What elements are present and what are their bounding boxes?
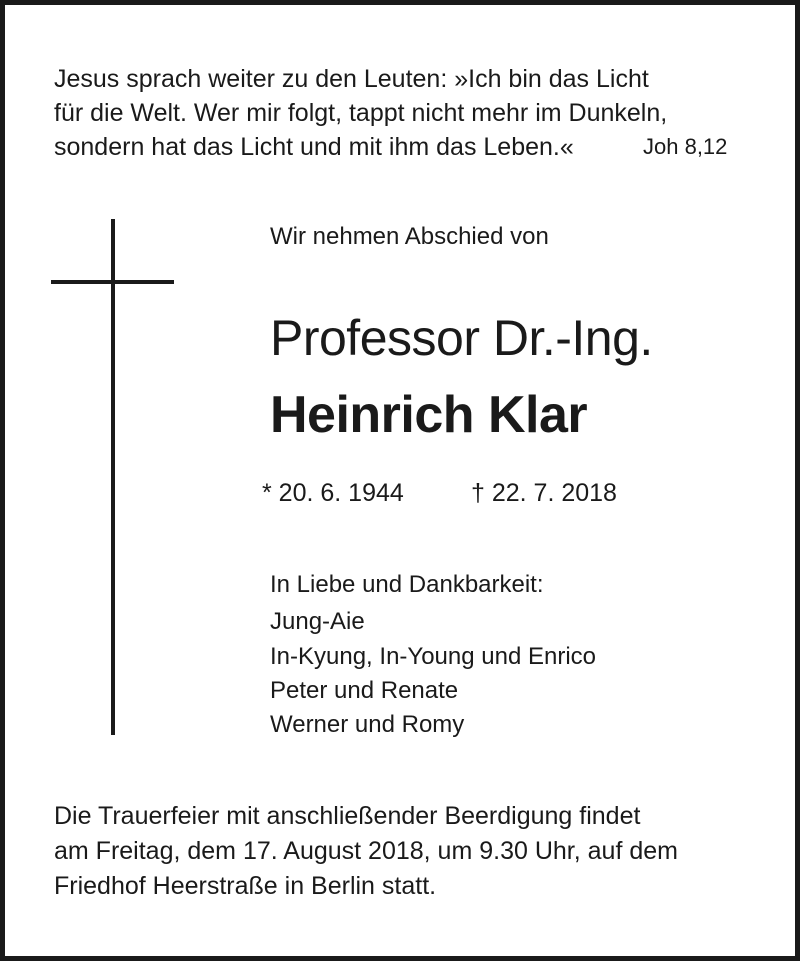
farewell-intro: Wir nehmen Abschied von: [270, 223, 549, 250]
mourners-heading: In Liebe und Dankbarkeit:: [270, 571, 544, 598]
verse-line-3: sondern hat das Licht und mit ihm das Leben.«: [54, 133, 574, 161]
mourner-name: Peter und Renate: [270, 677, 459, 704]
service-line-3: Friedhof Heerstraße in Berlin statt.: [54, 872, 437, 900]
deceased-title: Professor Dr.-Ing.: [270, 310, 653, 366]
mourner-name: Jung-Aie: [270, 608, 365, 635]
service-line-2: am Freitag, dem 17. August 2018, um 9.30 Uhr, auf dem: [54, 837, 678, 865]
birth-date: * 20. 6. 1944: [262, 479, 404, 507]
verse-line-2: für die Welt. Wer mir folgt, tappt nicht mehr im Dunkeln,: [54, 99, 668, 127]
cross-horizontal-bar: [51, 280, 174, 284]
mourner-name: Werner und Romy: [270, 711, 465, 738]
verse-reference: Joh 8,12: [643, 134, 728, 159]
verse-line-1: Jesus sprach weiter zu den Leuten: »Ich bin das Licht: [54, 65, 649, 93]
cross-vertical-bar: [111, 219, 115, 735]
death-date: † 22. 7. 2018: [471, 479, 617, 507]
service-line-1: Die Trauerfeier mit anschließender Beerdigung findet: [54, 802, 641, 830]
deceased-name: Heinrich Klar: [270, 386, 588, 444]
mourner-name: In-Kyung, In-Young und Enrico: [270, 643, 597, 670]
